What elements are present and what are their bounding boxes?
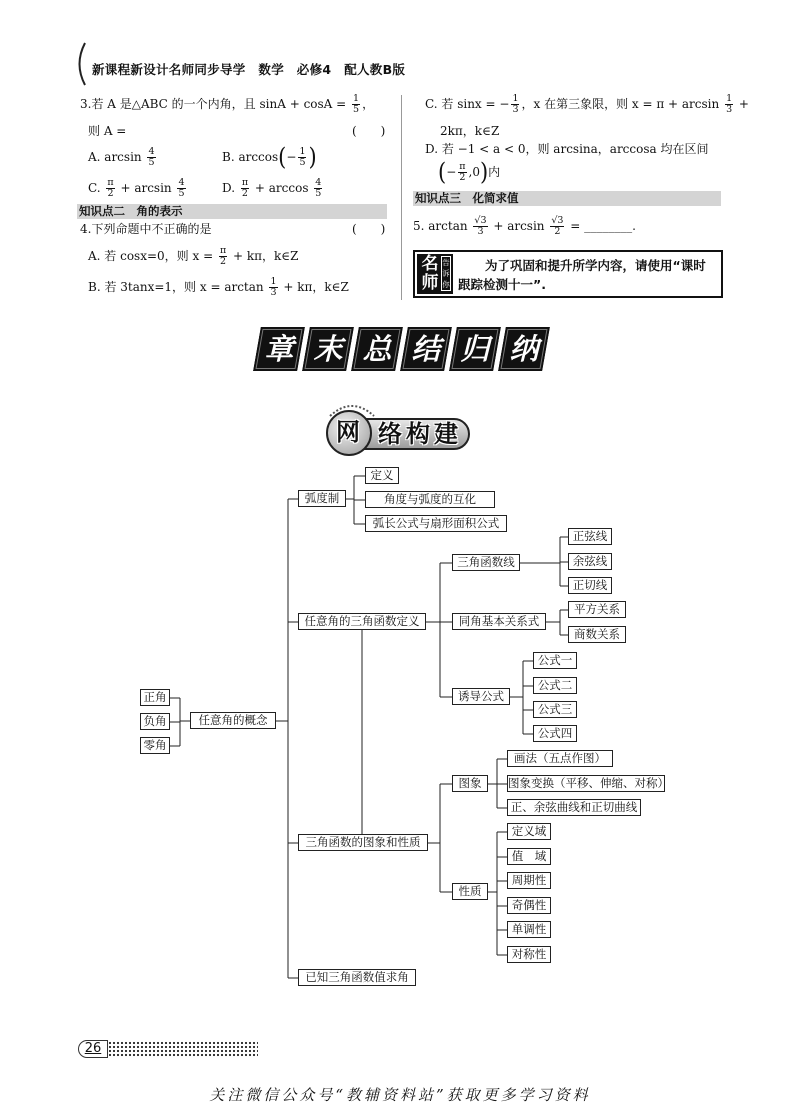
fraction-numerator: π — [241, 176, 249, 188]
q5-pre: 5. arctan — [413, 219, 472, 233]
node-drawing-method: 画法（五点作图） — [507, 750, 613, 767]
header-title: 新课程新设计名师同步导学 数学 必修4 配人教B版 — [92, 62, 406, 77]
fraction-denominator: 3 — [512, 104, 519, 115]
q3-option-a — [88, 144, 158, 170]
section-heading-2: 知识点二 角的表示 — [77, 204, 387, 219]
node-radian-conversion: 角度与弧度的互化 — [365, 491, 495, 508]
node-radian: 弧度制 — [298, 490, 346, 507]
node-parity: 奇偶性 — [507, 897, 551, 914]
q4-option-c-continuation: 2kπ，k∈Z — [440, 124, 500, 138]
node-formula-4: 公式四 — [533, 725, 577, 742]
fraction-denominator: 3 — [270, 287, 277, 298]
q3-option-c-mid: + arcsin — [116, 181, 176, 195]
fraction-denominator: 3 — [477, 226, 484, 237]
banner-tile — [302, 327, 354, 371]
q3-ask: 则 A = — [88, 124, 127, 138]
node-domain: 定义域 — [507, 823, 551, 840]
node-trig-lines: 三角函数线 — [452, 554, 520, 571]
tip-text-line2: 跟踪检测十一”. — [458, 277, 546, 292]
banner-char: 末 — [313, 332, 343, 366]
node-formula-1: 公式一 — [533, 652, 577, 669]
network-title-char: 建 — [434, 420, 458, 448]
q4-option-a-pre: A. 若 cosx=0，则 x = — [88, 249, 217, 263]
fraction-denominator: 2 — [107, 188, 114, 199]
banner-char: 纳 — [509, 332, 539, 366]
node-monotonicity: 单调性 — [507, 921, 551, 938]
left-paren: ( — [278, 143, 287, 171]
q3-option-b-label: B. arccos — [222, 150, 279, 164]
fraction-denominator: 2 — [241, 188, 248, 199]
banner-tile — [498, 327, 550, 371]
q4-answer-paren: ( ) — [352, 222, 386, 236]
bottom-note: 关注微信公众号“教辅资料站”获取更多学习资料 — [209, 1086, 591, 1104]
node-inverse-trig: 已知三角函数值求角 — [298, 969, 416, 986]
node-positive-angle: 正角 — [140, 689, 170, 706]
q3-option-a-fraction — [147, 147, 155, 169]
q3-stem-fraction — [352, 94, 360, 116]
q3-option-b-fraction — [298, 147, 306, 169]
fraction-numerator: π — [219, 244, 227, 256]
node-cosine-line: 余弦线 — [568, 553, 612, 570]
node-symmetry: 对称性 — [507, 946, 551, 963]
q4-option-a — [88, 243, 299, 269]
node-identities: 同角基本关系式 — [452, 613, 546, 630]
q3-option-d-mid: + arccos — [251, 181, 313, 195]
teacher-tip-logo — [417, 254, 453, 294]
banner-char: 总 — [362, 332, 392, 366]
q5-fraction-1 — [473, 216, 487, 238]
node-period: 周期性 — [507, 872, 551, 889]
fraction-numerator: 1 — [299, 145, 306, 157]
fraction-denominator: 5 — [299, 157, 306, 168]
q4-option-a-post: + kπ，k∈Z — [229, 249, 299, 263]
q5-mid: + arcsin — [489, 219, 549, 233]
fraction-denominator: 2 — [554, 226, 561, 237]
q4-option-d-post: 内 — [488, 165, 501, 179]
q5-line — [413, 213, 636, 239]
logo-small-column — [441, 256, 451, 291]
fraction-denominator: 3 — [726, 104, 733, 115]
page-number: 26 — [78, 1040, 108, 1058]
banner-tile — [449, 327, 501, 371]
q4-option-a-fraction — [219, 246, 227, 268]
fraction-numerator: √3 — [551, 214, 564, 226]
q3-stem-line — [80, 91, 374, 117]
q4-option-b — [88, 274, 349, 300]
banner-char: 章 — [264, 332, 294, 366]
node-range: 值 域 — [507, 848, 551, 865]
q3-answer-paren: ( ) — [352, 124, 386, 138]
banner-tile — [400, 327, 452, 371]
fraction-denominator: 2 — [220, 256, 227, 267]
logo-small-char: 诉 — [442, 269, 450, 278]
network-title-char: 网 — [336, 418, 360, 446]
banner-tile — [253, 327, 305, 371]
fraction-numerator: √3 — [474, 214, 487, 226]
footer-dot-band — [108, 1041, 258, 1057]
network-title-char: 构 — [406, 420, 430, 448]
node-arc-formula: 弧长公式与扇形面积公式 — [365, 515, 507, 532]
fraction-denominator: 2 — [459, 172, 466, 183]
q4-option-d-line1: D. 若 −1 < a < 0，则 arcsina，arccosa 均在区间 — [425, 142, 709, 156]
left-paren: ( — [438, 158, 447, 186]
q4-stem: 4.下列命题中不正确的是 — [80, 222, 212, 236]
tip-text-line1: 为了巩固和提升所学内容，请使用“课时 — [485, 258, 706, 273]
q3-option-c-label: C. — [88, 181, 105, 195]
fraction-numerator: π — [459, 160, 466, 172]
q5-fraction-2 — [550, 216, 564, 238]
q3-option-d-fraction-1 — [241, 178, 249, 200]
node-zero-angle: 零角 — [140, 737, 170, 754]
q3-option-a-label: A. arcsin — [88, 150, 146, 164]
q4-option-c-post: + — [735, 97, 749, 111]
q4-option-d-fraction — [458, 162, 466, 184]
fraction-numerator: 4 — [315, 176, 322, 188]
q4-option-c — [425, 91, 749, 117]
network-title-char: 络 — [378, 420, 402, 448]
q3-option-c — [88, 175, 188, 201]
fraction-numerator: 1 — [270, 275, 277, 287]
node-graph-properties: 三角函数的图象和性质 — [298, 834, 428, 851]
fraction-denominator: 5 — [353, 104, 360, 115]
section-heading-3: 知识点三 化简求值 — [413, 191, 721, 206]
fraction-denominator: 5 — [148, 157, 155, 168]
logo-char: 师 — [421, 273, 439, 293]
fraction-denominator: 5 — [315, 188, 322, 199]
right-paren: ) — [479, 158, 489, 186]
node-formula-3: 公式三 — [533, 701, 577, 718]
column-divider — [401, 95, 402, 300]
node-sine-line: 正弦线 — [568, 528, 612, 545]
node-quotient-relation: 商数关系 — [568, 626, 626, 643]
node-graph: 图象 — [452, 775, 488, 792]
q4-option-b-pre: B. 若 3tanx=1，则 x = arctan — [88, 280, 268, 294]
q3-stem: 3.若 A 是△ABC 的一个内角，且 sinA + cosA = — [80, 97, 351, 111]
q3-option-d-fraction-2 — [314, 178, 322, 200]
right-paren: ) — [308, 143, 317, 171]
q4-option-c-fraction-1 — [511, 94, 519, 116]
node-square-relation: 平方关系 — [568, 601, 626, 618]
banner-char: 归 — [460, 332, 490, 366]
fraction-numerator: 1 — [512, 92, 519, 104]
node-trig-definition: 任意角的三角函数定义 — [298, 613, 426, 630]
node-negative-angle: 负角 — [140, 713, 170, 730]
node-radian-definition: 定义 — [365, 467, 399, 484]
fraction-numerator: 1 — [726, 92, 733, 104]
q3-option-c-fraction-2 — [177, 178, 185, 200]
header-bracket — [70, 40, 90, 88]
node-graph-transform: 图象变换（平移、伸缩、对称） — [508, 776, 669, 790]
node-curves: 正、余弦曲线和正切曲线 — [507, 799, 641, 816]
node-tangent-line: 正切线 — [568, 577, 612, 594]
logo-small-char: 告 — [442, 258, 450, 267]
q3-stem-tail: ， — [362, 97, 375, 111]
banner-tile — [351, 327, 403, 371]
logo-small-char: 你 — [442, 280, 450, 289]
fraction-numerator: π — [107, 176, 114, 188]
minus-sign: − — [286, 150, 297, 164]
minus-sign: − — [446, 165, 457, 179]
node-properties: 性质 — [452, 883, 488, 900]
q4-option-d-tail: ,0 — [468, 165, 480, 179]
q5-post: = ________. — [566, 219, 636, 233]
node-formula-2: 公式二 — [533, 677, 577, 694]
fraction-numerator: 1 — [353, 92, 360, 104]
teacher-tip-box — [413, 250, 723, 298]
q3-option-c-fraction-1 — [106, 178, 114, 200]
logo-char: 名 — [421, 254, 439, 274]
banner-char: 结 — [411, 332, 441, 366]
q3-option-d-label: D. — [222, 181, 239, 195]
q4-option-b-fraction — [269, 277, 277, 299]
q4-option-c-fraction-2 — [725, 94, 733, 116]
fraction-numerator: 4 — [178, 176, 185, 188]
fraction-denominator: 5 — [178, 188, 185, 199]
q4-option-b-post: + kπ，k∈Z — [279, 280, 349, 294]
q4-option-c-pre: C. 若 sinx = − — [425, 97, 510, 111]
q4-option-c-mid: ，x 在第三象限，则 x = π + arcsin — [521, 97, 724, 111]
q3-option-d — [222, 175, 324, 201]
q4-option-d-line2 — [438, 159, 500, 185]
q3-option-b — [222, 144, 317, 170]
fraction-numerator: 4 — [148, 145, 155, 157]
node-reduction-formulas: 诱导公式 — [452, 688, 510, 705]
node-arbitrary-angle: 任意角的概念 — [190, 712, 276, 729]
